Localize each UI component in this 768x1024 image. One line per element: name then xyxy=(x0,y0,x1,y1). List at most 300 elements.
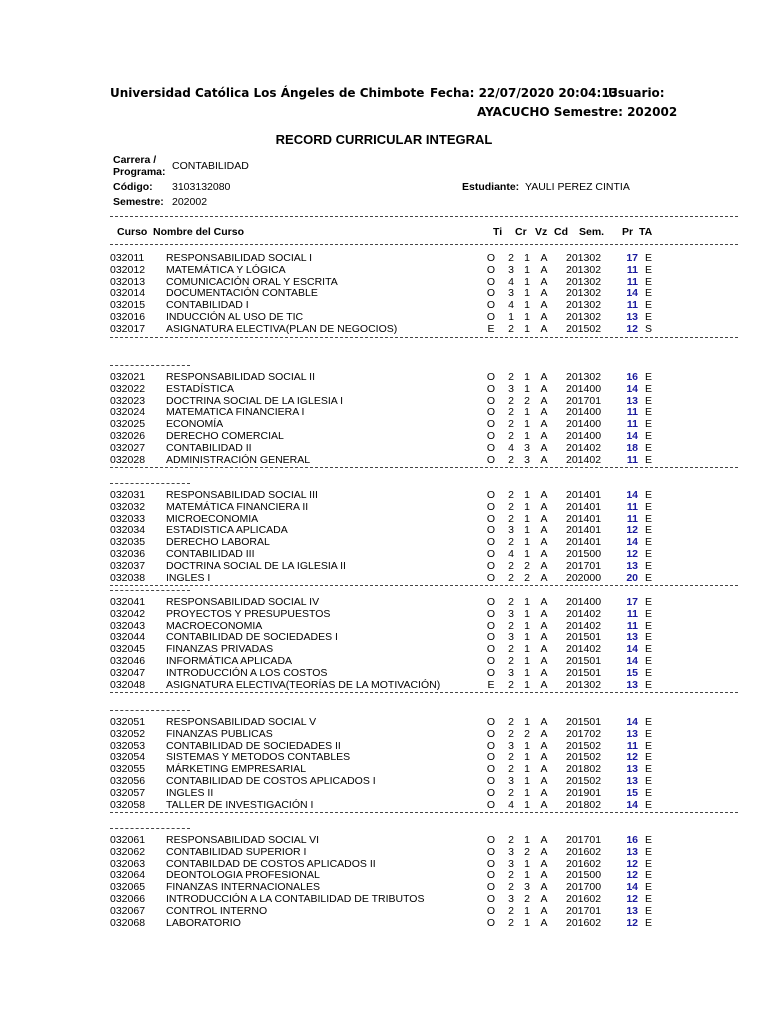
cell-sem: 201701 xyxy=(566,834,602,846)
codigo-label: Código: xyxy=(113,181,153,193)
cell-vz: 2 xyxy=(524,394,530,407)
cell-code: 032064 xyxy=(110,869,146,882)
cell-ta: E xyxy=(645,763,653,776)
col-nombre: Nombre del Curso xyxy=(153,226,245,238)
cell-code: 032058 xyxy=(110,798,146,811)
cell-ti: O xyxy=(486,263,496,276)
table-row xyxy=(0,276,768,288)
cell-pr: 12 xyxy=(626,548,638,560)
cell-name: ESTADÍSTICA xyxy=(166,382,235,395)
cell-cd: A xyxy=(540,500,548,513)
table-row xyxy=(0,454,768,466)
table-row xyxy=(0,608,768,620)
cell-pr: 16 xyxy=(626,834,638,846)
cell-vz: 1 xyxy=(524,739,530,752)
semestre-value: 202002 xyxy=(172,196,208,208)
cell-cd: A xyxy=(540,536,548,549)
cell-name: FINANZAS PUBLICAS xyxy=(166,727,273,740)
cell-ti: O xyxy=(486,916,496,929)
cell-cr: 4 xyxy=(508,275,514,288)
cell-ti: O xyxy=(486,607,496,620)
cell-ta: E xyxy=(645,559,653,572)
cell-sem: 201401 xyxy=(566,536,602,549)
cell-cr: 2 xyxy=(508,881,514,894)
cell-cd: A xyxy=(540,371,548,383)
cell-ta: E xyxy=(645,430,653,442)
cell-cr: 3 xyxy=(508,524,514,537)
cell-ti: O xyxy=(486,512,496,525)
cell-cr: 2 xyxy=(508,453,514,466)
table-row xyxy=(0,905,768,917)
cell-ta: E xyxy=(645,655,653,667)
col-vz: Vz xyxy=(535,226,548,238)
cell-cr: 2 xyxy=(508,252,514,264)
cell-cr: 2 xyxy=(508,418,514,431)
cell-name: MÁRKETING EMPRESARIAL xyxy=(166,763,307,776)
cell-name: CONTABILIDAD III xyxy=(166,548,255,560)
table-row xyxy=(0,299,768,311)
table-row xyxy=(0,751,768,763)
cell-ti: O xyxy=(486,430,496,442)
cell-sem: 201501 xyxy=(566,631,602,644)
cell-name: INTRODUCCIÓN A LA CONTABILIDAD DE TRIBUTOS xyxy=(166,893,425,905)
cell-cr: 2 xyxy=(508,643,514,656)
table-row xyxy=(0,524,768,536)
cell-vz: 1 xyxy=(524,275,530,288)
cell-ta: E xyxy=(645,739,653,752)
cell-code: 032038 xyxy=(110,571,146,584)
cell-cd: A xyxy=(540,763,548,776)
cell-ti: O xyxy=(486,524,496,537)
cell-cd: A xyxy=(540,453,548,466)
cell-ta: E xyxy=(645,893,653,905)
cell-cd: A xyxy=(540,631,548,644)
cell-pr: 13 xyxy=(626,559,638,572)
cell-vz: 1 xyxy=(524,287,530,300)
cell-sem: 201302 xyxy=(566,263,602,276)
cell-cr: 2 xyxy=(508,655,514,667)
cell-cr: 2 xyxy=(508,322,514,335)
cell-sem: 201802 xyxy=(566,798,602,811)
cell-name: ESTADISTICA APLICADA xyxy=(166,524,288,537)
cell-sem: 201501 xyxy=(566,655,602,667)
cell-vz: 3 xyxy=(524,453,530,466)
table-row xyxy=(0,643,768,655)
table-row xyxy=(0,264,768,276)
cell-ti: O xyxy=(486,716,496,728)
cell-ta: E xyxy=(645,716,653,728)
table-row xyxy=(0,858,768,870)
cell-cr: 3 xyxy=(508,287,514,300)
cell-cr: 2 xyxy=(508,619,514,632)
col-ti: Ti xyxy=(493,226,503,238)
cell-sem: 201302 xyxy=(566,275,602,288)
cell-ta: E xyxy=(645,382,653,395)
cell-ti: O xyxy=(486,786,496,799)
table-row xyxy=(0,917,768,929)
cell-ti: O xyxy=(486,489,496,501)
cell-vz: 1 xyxy=(524,322,530,335)
cell-ta: E xyxy=(645,512,653,525)
cell-cd: A xyxy=(540,904,548,917)
cell-name: RESPONSABILIDAD SOCIAL II xyxy=(166,371,315,383)
cell-sem: 201701 xyxy=(566,904,602,917)
cell-code: 032032 xyxy=(110,500,146,513)
cell-pr: 12 xyxy=(626,893,638,905)
cell-code: 032014 xyxy=(110,287,146,300)
cell-ti: O xyxy=(486,453,496,466)
cell-vz: 1 xyxy=(524,536,530,549)
cell-ti: O xyxy=(486,571,496,584)
cell-cd: A xyxy=(540,619,548,632)
block-divider xyxy=(110,337,738,338)
cell-vz: 1 xyxy=(524,299,530,312)
table-row xyxy=(0,631,768,643)
cell-code: 032056 xyxy=(110,775,146,787)
cell-vz: 1 xyxy=(524,371,530,383)
cell-cd: A xyxy=(540,845,548,858)
cell-pr: 11 xyxy=(626,263,638,276)
cell-name: SISTEMAS Y METODOS CONTABLES xyxy=(166,751,351,764)
col-ta: TA xyxy=(639,226,653,238)
cell-ti: O xyxy=(486,881,496,894)
cell-code: 032011 xyxy=(110,252,145,264)
block-divider xyxy=(110,812,738,813)
cell-pr: 14 xyxy=(626,716,638,728)
cell-sem: 201502 xyxy=(566,322,602,335)
cell-ta: E xyxy=(645,666,653,679)
cell-sem: 202000 xyxy=(566,571,602,584)
cell-cr: 2 xyxy=(508,904,514,917)
cell-ta: E xyxy=(645,263,653,276)
table-row xyxy=(0,252,768,264)
cell-cd: A xyxy=(540,252,548,264)
cell-sem: 201302 xyxy=(566,299,602,312)
cell-ti: O xyxy=(486,619,496,632)
cell-code: 032041 xyxy=(110,596,146,608)
cell-cd: A xyxy=(540,798,548,811)
cell-ti: O xyxy=(486,893,496,905)
cell-code: 032062 xyxy=(110,845,146,858)
cell-vz: 1 xyxy=(524,252,530,264)
cell-cd: A xyxy=(540,322,548,335)
table-row xyxy=(0,489,768,501)
cell-name: FINANZAS INTERNACIONALES xyxy=(166,881,321,894)
cell-code: 032023 xyxy=(110,394,146,407)
cell-pr: 13 xyxy=(626,678,638,691)
cell-cd: A xyxy=(540,430,548,442)
cell-pr: 15 xyxy=(626,786,638,799)
cell-pr: 11 xyxy=(626,500,638,513)
cell-ta: E xyxy=(645,916,653,929)
table-row xyxy=(0,869,768,881)
table-row xyxy=(0,418,768,430)
cell-ta: E xyxy=(645,619,653,632)
cell-cd: A xyxy=(540,559,548,572)
col-curso: Curso xyxy=(117,226,148,238)
cell-cr: 3 xyxy=(508,666,514,679)
cell-cr: 2 xyxy=(508,406,514,419)
cell-code: 032044 xyxy=(110,631,146,644)
cell-name: COMUNICACIÓN ORAL Y ESCRITA xyxy=(166,275,338,288)
cell-vz: 1 xyxy=(524,311,530,323)
table-row xyxy=(0,548,768,560)
cell-cd: A xyxy=(540,869,548,882)
estudiante-value: YAULI PEREZ CINTIA xyxy=(525,181,630,193)
cell-cd: A xyxy=(540,418,548,431)
cell-ti: O xyxy=(486,500,496,513)
cell-pr: 14 xyxy=(626,798,638,811)
cell-name: ECONOMÍA xyxy=(166,418,224,431)
cell-cr: 4 xyxy=(508,548,514,560)
cell-ta: E xyxy=(645,311,653,323)
cell-name: PROYECTOS Y PRESUPUESTOS xyxy=(166,607,331,620)
cell-ti: O xyxy=(486,739,496,752)
table-row xyxy=(0,442,768,454)
cell-cr: 3 xyxy=(508,263,514,276)
cell-ta: E xyxy=(645,596,653,608)
cell-vz: 2 xyxy=(524,571,530,584)
cell-cr: 2 xyxy=(508,571,514,584)
cell-vz: 1 xyxy=(524,548,530,560)
cell-vz: 1 xyxy=(524,798,530,811)
cell-ti: O xyxy=(486,666,496,679)
table-row xyxy=(0,513,768,525)
cell-name: DERECHO LABORAL xyxy=(166,536,270,549)
cell-name: FINANZAS PRIVADAS xyxy=(166,643,274,656)
cell-ti: O xyxy=(486,631,496,644)
cell-vz: 1 xyxy=(524,857,530,870)
cell-code: 032031 xyxy=(110,489,146,501)
cell-cr: 2 xyxy=(508,500,514,513)
cell-pr: 11 xyxy=(626,453,638,466)
cell-name: DERECHO COMERCIAL xyxy=(166,430,284,442)
table-row xyxy=(0,679,768,691)
cell-ta: E xyxy=(645,571,653,584)
cell-ti: O xyxy=(486,536,496,549)
cell-ti: O xyxy=(486,371,496,383)
cell-vz: 2 xyxy=(524,559,530,572)
cell-cr: 3 xyxy=(508,631,514,644)
cell-cr: 3 xyxy=(508,739,514,752)
cell-cd: A xyxy=(540,643,548,656)
cell-cd: A xyxy=(540,275,548,288)
cell-sem: 201402 xyxy=(566,643,602,656)
cell-name: RESPONSABILIDAD SOCIAL IV xyxy=(166,596,320,608)
cell-vz: 1 xyxy=(524,500,530,513)
cell-cd: A xyxy=(540,406,548,419)
cell-cd: A xyxy=(540,775,548,787)
cell-ti: E xyxy=(487,678,495,691)
cell-cd: A xyxy=(540,263,548,276)
cell-cd: A xyxy=(540,666,548,679)
cell-pr: 11 xyxy=(626,619,638,632)
cell-name: CONTABILIDAD DE SOCIEDADES I xyxy=(166,631,338,644)
cell-code: 032046 xyxy=(110,655,146,667)
block-divider-short xyxy=(110,710,190,711)
cell-cr: 2 xyxy=(508,869,514,882)
cell-sem: 201602 xyxy=(566,893,602,905)
cell-sem: 201401 xyxy=(566,524,602,537)
col-pr: Pr xyxy=(622,226,634,238)
cell-vz: 1 xyxy=(524,631,530,644)
cell-sem: 201500 xyxy=(566,548,602,560)
cell-ti: O xyxy=(486,275,496,288)
cell-sem: 201502 xyxy=(566,751,602,764)
cell-name: CONTABILIDAD SUPERIOR I xyxy=(166,845,307,858)
cell-vz: 1 xyxy=(524,596,530,608)
cell-ti: O xyxy=(486,845,496,858)
cell-pr: 11 xyxy=(626,418,638,431)
cell-cd: A xyxy=(540,394,548,407)
header-divider-bottom xyxy=(110,244,738,245)
cell-cr: 3 xyxy=(508,775,514,787)
cell-sem: 201302 xyxy=(566,252,602,264)
block-divider-short xyxy=(110,590,190,591)
codigo-value: 3103132080 xyxy=(172,181,231,193)
cell-cr: 2 xyxy=(508,559,514,572)
cell-cr: 3 xyxy=(508,607,514,620)
cell-cd: A xyxy=(540,489,548,501)
cell-pr: 12 xyxy=(626,751,638,764)
table-row xyxy=(0,406,768,418)
cell-cd: A xyxy=(540,727,548,740)
cell-code: 032015 xyxy=(110,299,146,312)
cell-cr: 2 xyxy=(508,536,514,549)
cell-code: 032025 xyxy=(110,418,146,431)
cell-vz: 1 xyxy=(524,869,530,882)
table-row xyxy=(0,893,768,905)
cell-vz: 3 xyxy=(524,441,530,454)
cell-cr: 2 xyxy=(508,512,514,525)
table-row xyxy=(0,620,768,632)
block-divider-short xyxy=(110,828,190,829)
cell-pr: 13 xyxy=(626,394,638,407)
cell-sem: 201400 xyxy=(566,430,602,442)
table-row xyxy=(0,596,768,608)
cell-ti: O xyxy=(486,418,496,431)
carrera-label-1: Carrera / xyxy=(113,154,157,166)
cell-name: INDUCCIÓN AL USO DE TIC xyxy=(166,311,304,323)
cell-name: INGLES II xyxy=(166,786,214,799)
cell-sem: 201501 xyxy=(566,666,602,679)
cell-sem: 201401 xyxy=(566,500,602,513)
cell-code: 032066 xyxy=(110,893,146,905)
cell-code: 032063 xyxy=(110,857,146,870)
report-date: Fecha: 22/07/2020 20:04:13 xyxy=(430,86,619,100)
page-title: RECORD CURRICULAR INTEGRAL xyxy=(275,132,493,147)
cell-vz: 2 xyxy=(524,893,530,905)
cell-pr: 11 xyxy=(626,607,638,620)
table-row xyxy=(0,560,768,572)
table-row xyxy=(0,572,768,584)
cell-pr: 15 xyxy=(626,666,638,679)
cell-ta: E xyxy=(645,453,653,466)
cell-name: RESPONSABILIDAD SOCIAL V xyxy=(166,716,317,728)
cell-vz: 2 xyxy=(524,727,530,740)
cell-vz: 1 xyxy=(524,751,530,764)
cell-ta: E xyxy=(645,524,653,537)
cell-code: 032067 xyxy=(110,904,146,917)
cell-code: 032042 xyxy=(110,607,146,620)
cell-ta: E xyxy=(645,751,653,764)
cell-ta: E xyxy=(645,299,653,312)
cell-code: 032065 xyxy=(110,881,146,894)
cell-name: INFORMÁTICA APLICADA xyxy=(166,655,293,667)
university-name: Universidad Católica Los Ángeles de Chimbote xyxy=(110,86,425,100)
cell-code: 032051 xyxy=(110,716,146,728)
cell-ti: O xyxy=(486,382,496,395)
cell-pr: 14 xyxy=(626,881,638,894)
cell-pr: 14 xyxy=(626,382,638,395)
cell-vz: 1 xyxy=(524,904,530,917)
block-divider xyxy=(110,692,738,693)
cell-ta: E xyxy=(645,418,653,431)
cell-cd: A xyxy=(540,786,548,799)
cell-cd: A xyxy=(540,834,548,846)
cell-code: 032068 xyxy=(110,916,146,929)
cell-cr: 3 xyxy=(508,382,514,395)
cell-cr: 2 xyxy=(508,371,514,383)
cell-cr: 2 xyxy=(508,430,514,442)
cell-ta: E xyxy=(645,252,653,264)
cell-ta: E xyxy=(645,904,653,917)
cell-vz: 1 xyxy=(524,655,530,667)
block-divider-short xyxy=(110,365,190,366)
cell-vz: 1 xyxy=(524,763,530,776)
cell-code: 032016 xyxy=(110,311,146,323)
cell-vz: 1 xyxy=(524,489,530,501)
cell-name: ADMINISTRACIÓN GENERAL xyxy=(166,453,311,466)
cell-pr: 12 xyxy=(626,857,638,870)
cell-vz: 1 xyxy=(524,643,530,656)
estudiante-label: Estudiante: xyxy=(462,181,520,193)
cell-vz: 1 xyxy=(524,524,530,537)
cell-pr: 11 xyxy=(626,406,638,419)
cell-sem: 201400 xyxy=(566,418,602,431)
table-row xyxy=(0,881,768,893)
table-row xyxy=(0,311,768,323)
cell-ti: O xyxy=(486,904,496,917)
cell-pr: 11 xyxy=(626,512,638,525)
cell-sem: 201402 xyxy=(566,453,602,466)
cell-cd: A xyxy=(540,607,548,620)
cell-ta: E xyxy=(645,406,653,419)
cell-ta: E xyxy=(645,834,653,846)
cell-pr: 14 xyxy=(626,655,638,667)
table-row xyxy=(0,395,768,407)
cell-ta: S xyxy=(645,322,653,335)
cell-code: 032021 xyxy=(110,371,146,383)
cell-ti: O xyxy=(486,311,496,323)
cell-code: 032022 xyxy=(110,382,146,395)
cell-sem: 201700 xyxy=(566,881,602,894)
cell-ti: E xyxy=(487,322,495,335)
cell-code: 032034 xyxy=(110,524,146,537)
cell-pr: 12 xyxy=(626,322,638,335)
cell-vz: 1 xyxy=(524,263,530,276)
cell-ti: O xyxy=(486,775,496,787)
cell-vz: 1 xyxy=(524,775,530,787)
cell-code: 032012 xyxy=(110,263,146,276)
cell-cr: 2 xyxy=(508,751,514,764)
table-row xyxy=(0,787,768,799)
cell-cd: A xyxy=(540,524,548,537)
cell-ta: E xyxy=(645,798,653,811)
table-row xyxy=(0,775,768,787)
cell-pr: 13 xyxy=(626,311,638,323)
cell-sem: 201701 xyxy=(566,394,602,407)
